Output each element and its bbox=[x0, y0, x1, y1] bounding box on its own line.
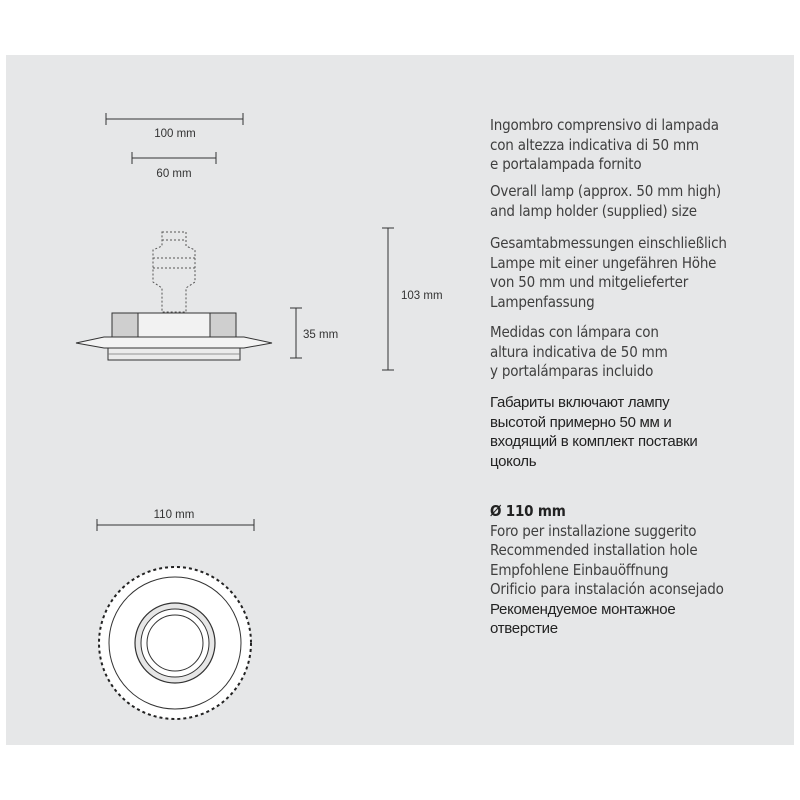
label-100mm: 100 mm bbox=[154, 128, 196, 140]
hole-note-de: Empfohlene Einbauöffnung bbox=[490, 560, 669, 579]
hole-notes bbox=[490, 502, 724, 639]
dim-60-line bbox=[132, 152, 216, 164]
dim-100-line bbox=[106, 113, 243, 125]
label-35mm: 35 mm bbox=[303, 329, 339, 341]
hole-note-ru-1: Рекомендуемое монтажное bbox=[490, 600, 676, 618]
size-note-ru: Габариты включают лампу высотой примерно 50 мм и входящий в комплект поставки цоколь bbox=[490, 394, 698, 470]
label-60mm: 60 mm bbox=[156, 168, 192, 180]
dim-103-line bbox=[382, 228, 394, 370]
dim-35-line bbox=[290, 308, 302, 358]
label-103mm: 103 mm bbox=[401, 290, 443, 302]
hole-note-en: Recommended installation hole bbox=[490, 541, 698, 559]
fixture-side-view bbox=[76, 232, 272, 360]
fixture-top-view bbox=[99, 567, 251, 719]
hole-note-es: Orificio para instalación aconsejado bbox=[490, 580, 724, 598]
label-110mm: 110 mm bbox=[153, 509, 195, 521]
size-note-en: Overall lamp (approx. 50 mm high) and lamp holder (supplied) size bbox=[490, 182, 721, 220]
size-note-de: Gesamtabmessungen einschließlich Lampe mit einer ungefähren Höhe von 50 mm und mitgelieferter Lampenfassung bbox=[490, 234, 727, 311]
size-note-it: Ingombro comprensivo di lampada con altezza indicativa di 50 mm e portalampada fornito bbox=[490, 116, 719, 173]
hole-diameter: Ø 110 mm bbox=[490, 502, 566, 520]
size-note-es: Medidas con lámpara con altura indicativa de 50 mm y portalámparas incluido bbox=[490, 323, 668, 380]
hole-note-ru-2: отверстие bbox=[490, 620, 558, 637]
hole-note-it: Foro per installazione suggerito bbox=[490, 521, 697, 540]
